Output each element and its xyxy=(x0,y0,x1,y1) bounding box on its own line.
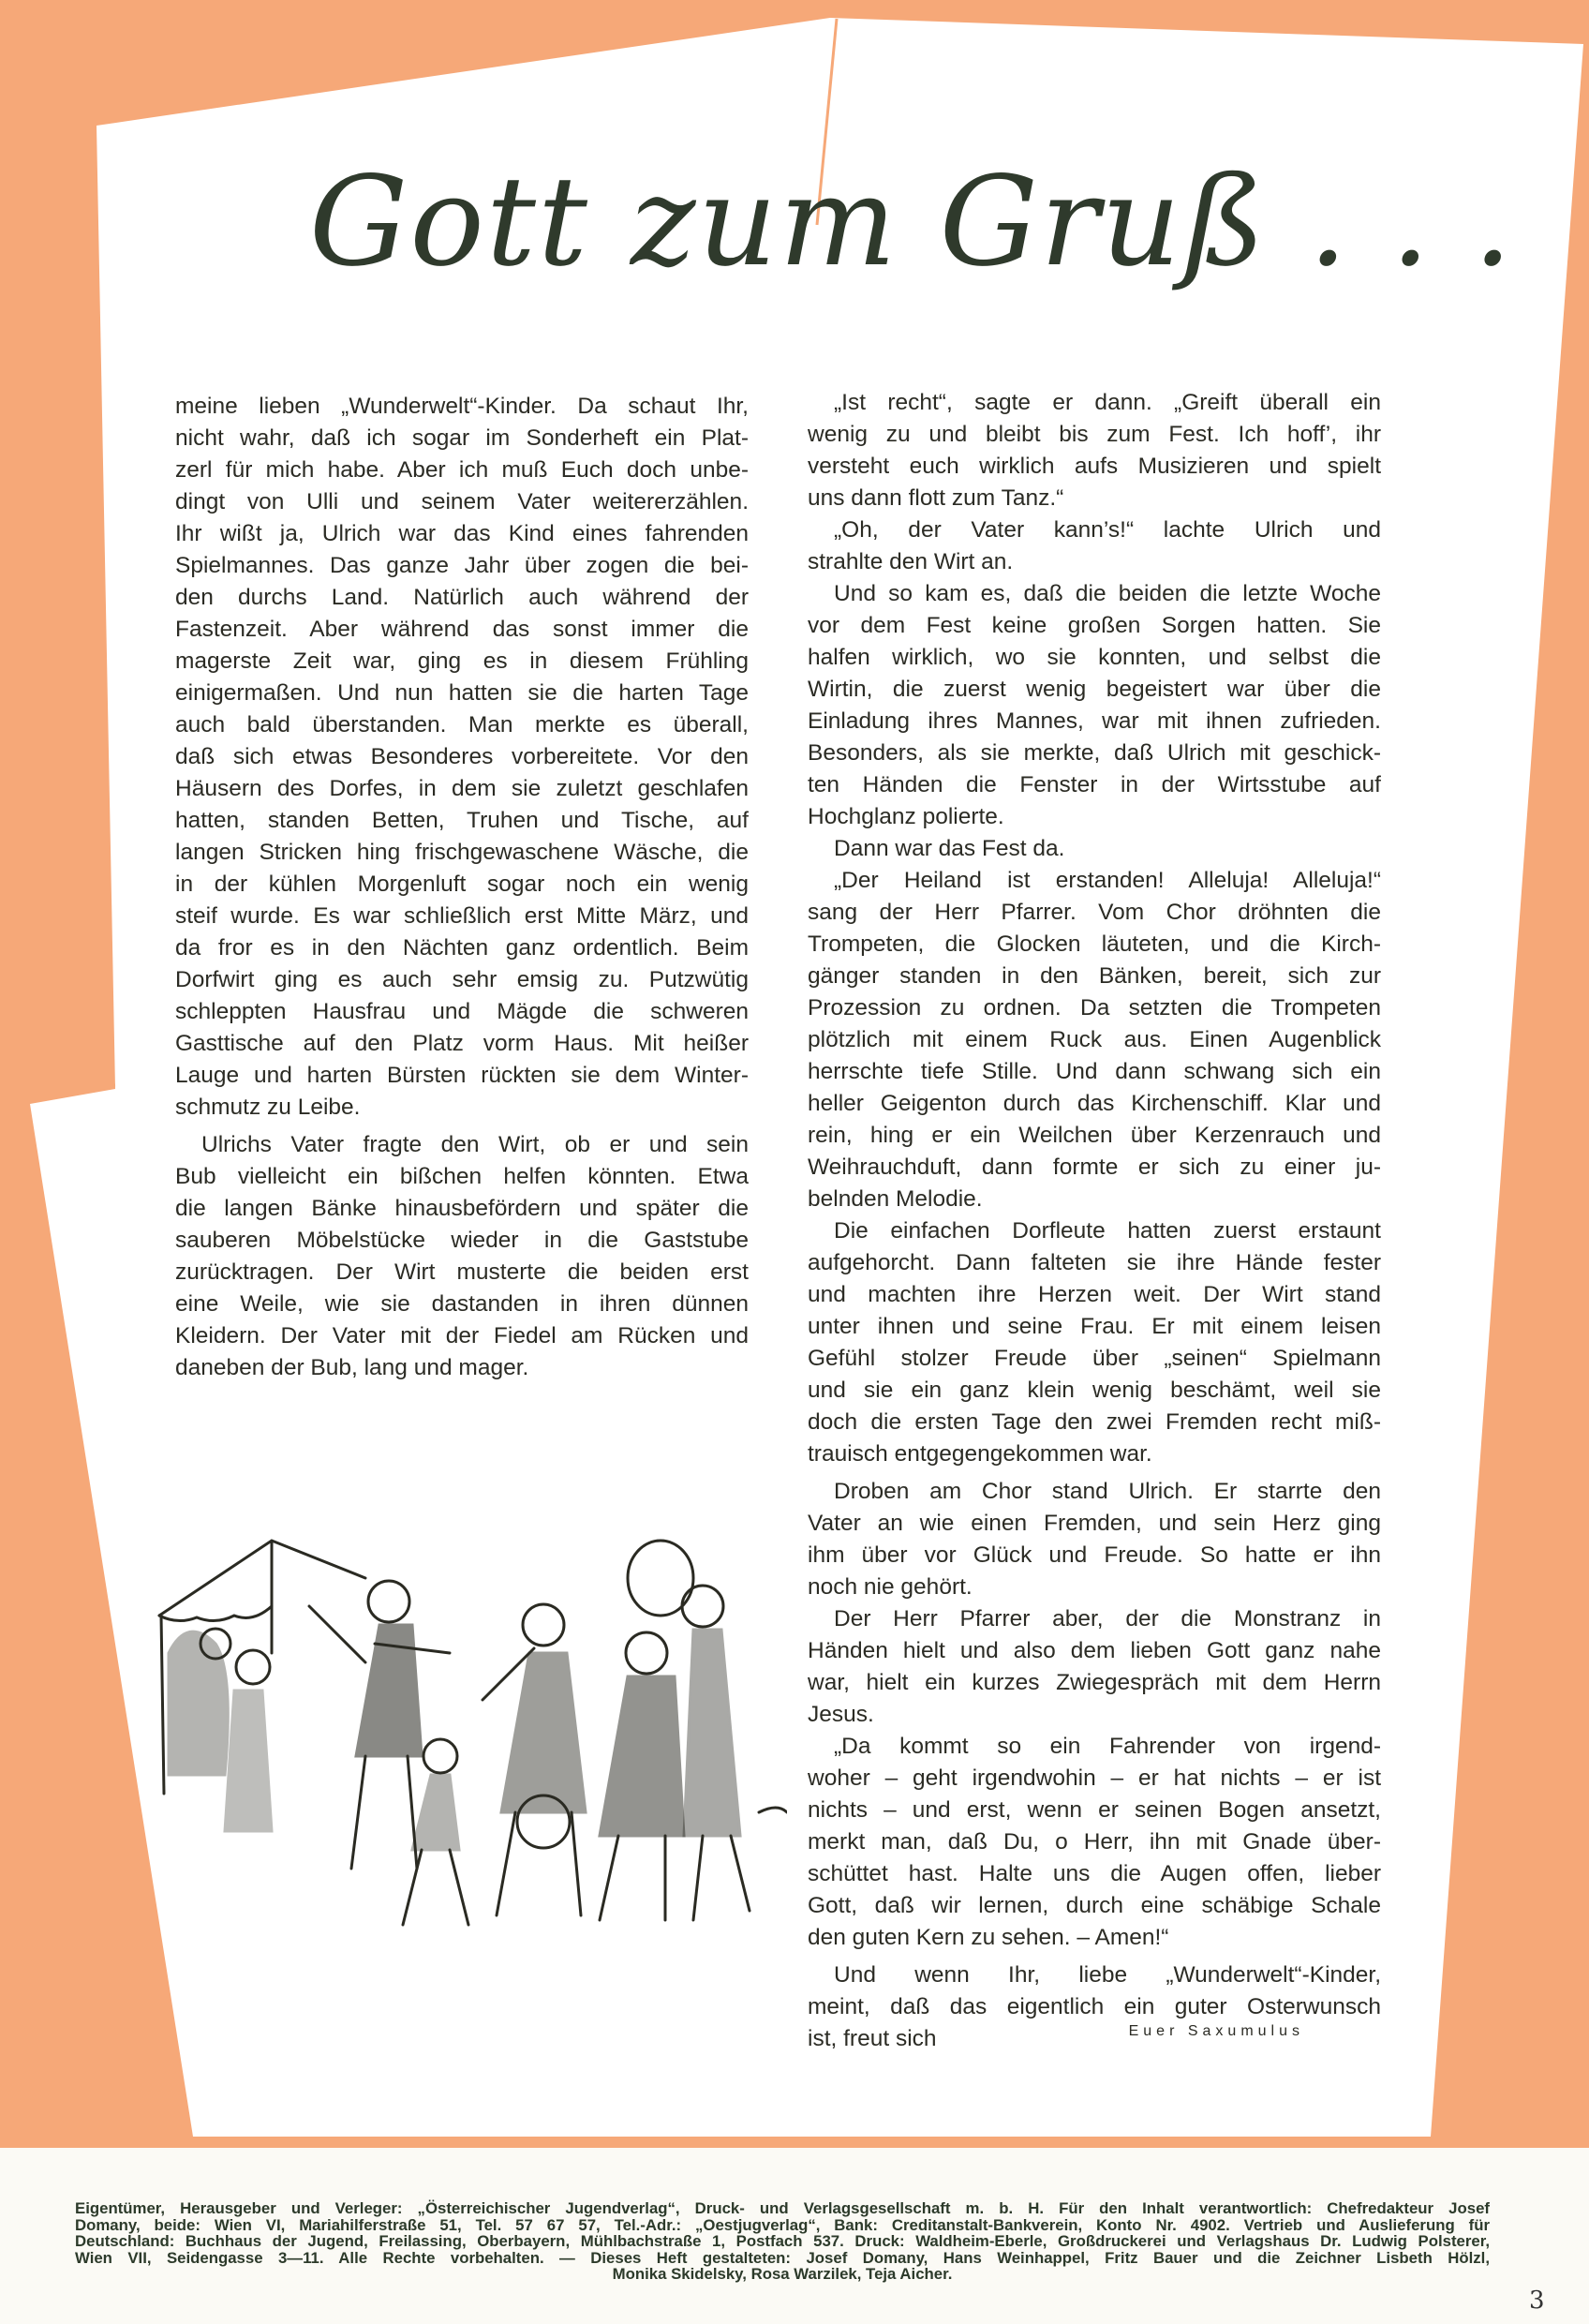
page-number: 3 xyxy=(1529,2287,1545,2315)
paragraph xyxy=(808,514,1381,578)
text-line: nichts – und erst, wenn er seinen Bogen ansetzt, xyxy=(808,1797,1381,1823)
text-line: hatten, standen Betten, Truhen und Tische, auf xyxy=(175,808,749,833)
paragraph xyxy=(808,1215,1381,1470)
text-line: eine Weile, wie sie dastanden in ihren dünnen xyxy=(175,1291,749,1317)
text-line: und machten ihre Herzen weit. Der Wirt stand xyxy=(808,1282,1381,1307)
text-line: aufgehorcht. Dann falteten sie ihre Hände fester xyxy=(808,1250,1381,1275)
text-line: sauberen Möbelstücke wieder in die Gaststube xyxy=(175,1228,749,1253)
paragraph xyxy=(808,1731,1381,1954)
text-line: und sie ein ganz klein wenig beschämt, weil sie xyxy=(808,1378,1381,1403)
paragraph xyxy=(808,1476,1381,1603)
text-line: daneben der Bub, lang und mager. xyxy=(175,1355,529,1380)
horn-player-sketch xyxy=(600,1541,787,1920)
text-line: Weihrauchduft, dann formte er sich zu einer ju- xyxy=(808,1155,1381,1180)
text-line: ihm über vor Glück und Freude. So hatte er ihn xyxy=(808,1542,1381,1568)
text-line: Gasttische auf den Platz vorm Haus. Mit heißer xyxy=(175,1031,749,1056)
text-line: doch die ersten Tage den zwei Fremden recht miß- xyxy=(808,1409,1381,1435)
text-line: Häusern des Dorfes, in dem sie zuletzt geschlafen xyxy=(175,776,749,801)
text-line: versteht euch wirklich aufs Musizieren und spielt xyxy=(808,454,1381,479)
text-line: Der Herr Pfarrer aber, der die Monstranz in xyxy=(834,1606,1381,1631)
text-line: Und wenn Ihr, liebe „Wunderwelt“-Kinder, xyxy=(834,1962,1381,1988)
imprint-footer xyxy=(75,2200,1490,2283)
text-line: meint, daß das eigentlich ein guter Osterwunsch xyxy=(808,1994,1381,2019)
text-line: zerl für mich habe. Aber ich muß Euch doch unbe- xyxy=(175,457,749,483)
text-line: dingt von Ulli und seinem Vater weitererzählen. xyxy=(175,489,749,514)
text-line: „Der Heiland ist erstanden! Alleluja! Alleluja!“ xyxy=(834,868,1381,893)
text-line: den durchs Land. Natürlich auch während der xyxy=(175,585,749,610)
text-line: Händen hielt und also dem lieben Gott ganz nahe xyxy=(808,1638,1381,1663)
text-line: herrschte tiefe Stille. Und dann schwang sich ein xyxy=(808,1059,1381,1084)
text-line: Fastenzeit. Aber während das sonst immer die xyxy=(175,617,749,642)
text-line: schleppten Hausfrau und Mägde die schweren xyxy=(175,999,749,1024)
text-line: Gefühl stolzer Freude über „seinen“ Spielmann xyxy=(808,1346,1381,1371)
text-line: ten Händen die Fenster in der Wirtsstube auf xyxy=(808,772,1381,797)
text-line: steif wurde. Es war schließlich erst Mitte März, und xyxy=(175,903,749,929)
text-line: sang der Herr Pfarrer. Vom Chor dröhnten die xyxy=(808,900,1381,925)
trumpeter-sketch xyxy=(483,1604,586,1915)
text-line: „Ist recht“, sagte er dann. „Greift überall ein xyxy=(834,390,1381,415)
text-line: Bub vielleicht ein bißchen helfen könnten. Etwa xyxy=(175,1164,749,1189)
text-line: „Oh, der Vater kann’s!“ lachte Ulrich und xyxy=(834,517,1381,543)
text-line: Vater an wie einen Fremden, und sein Herz ging xyxy=(808,1511,1381,1536)
text-line: Dorfwirt ging es auch sehr emsig zu. Putzwütig xyxy=(175,967,749,992)
text-line: wenig zu und bleibt bis zum Fest. Ich hoff’, ihr xyxy=(808,422,1381,447)
text-line: „Da kommt so ein Fahrender von irgend- xyxy=(834,1734,1381,1759)
signature: Euer Saxumulus xyxy=(1128,2023,1304,2039)
paragraph xyxy=(808,865,1381,1215)
paragraph xyxy=(808,833,1381,865)
text-line: zurücktragen. Der Wirt musterte die beiden erst xyxy=(175,1259,749,1285)
paragraph xyxy=(175,1129,749,1384)
paragraph xyxy=(808,387,1381,514)
text-line: Dann war das Fest da. xyxy=(834,836,1065,861)
text-line: Und so kam es, daß die beiden die letzte Woche xyxy=(834,581,1381,606)
text-line: halfen wirklich, wo sie konnten, und selbst die xyxy=(808,645,1381,670)
text-line: woher – geht irgendwohin – er hat nichts – er ist xyxy=(808,1765,1381,1791)
text-line: da fror es in den Nächten ganz ordentlich. Beim xyxy=(175,935,749,961)
footer-line: Wien VII, Seidengasse 3—11. Alle Rechte vorbehalten. — Dieses Heft gestalteten: Josef Domany, Hans Weinhappel, Fritz Bauer und die Zeichner Lisbeth Hölzl, xyxy=(75,2248,1490,2267)
text-line: Jesus. xyxy=(808,1702,874,1727)
text-line: war, hielt ein kurzes Zwiegespräch mit dem Herrn xyxy=(808,1670,1381,1695)
text-line: in der kühlen Morgenluft sogar noch ein wenig xyxy=(175,872,749,897)
text-line: Einladung ihres Mannes, war mit ihnen zufrieden. xyxy=(808,708,1381,734)
text-line: schmutz zu Leibe. xyxy=(175,1095,361,1120)
text-line: Spielmannes. Das ganze Jahr über zogen die bei- xyxy=(175,553,749,578)
text-line: die langen Bänke hinausbefördern und später die xyxy=(175,1196,749,1221)
paragraph xyxy=(808,1959,1381,2055)
text-line: Wirtin, die zuerst wenig begeistert war über die xyxy=(808,677,1381,702)
text-line: uns dann flott zum Tanz.“ xyxy=(808,485,1064,511)
text-line: ist, freut sich xyxy=(808,2026,937,2051)
text-line: Gott, daß wir lernen, durch eine schäbige Schale xyxy=(808,1893,1381,1918)
text-line: Ihr wißt ja, Ulrich war das Kind eines fahrenden xyxy=(175,521,749,546)
paragraph xyxy=(808,578,1381,833)
text-line: nicht wahr, daß ich sogar im Sonderheft ein Plat- xyxy=(175,425,749,451)
text-line: Hochglanz polierte. xyxy=(808,804,1004,829)
text-line: schüttet hast. Halte uns die Augen offen, lieber xyxy=(808,1861,1381,1886)
text-line: belnden Melodie. xyxy=(808,1186,983,1212)
text-line: Besonders, als sie merkte, daß Ulrich mit geschick- xyxy=(808,740,1381,766)
right-text-column xyxy=(808,387,1381,2055)
footer-line: Deutschland: Buchhaus der Jugend, Freilassing, Oberbayern, Mühlbachstraße 1, Postfach 537. Druck: Waldheim-Eberle, Großdruckerei und Verlagshaus Dr. Ludwig Polsterer, xyxy=(75,2232,1490,2250)
text-line: heller Geigenton durch das Kirchenschiff. Klar und xyxy=(808,1091,1381,1116)
footer-line: Domany, beide: Wien VI, Mariahilferstraße 51, Tel. 57 67 57, Tel.-Adr.: „Oestjugverlag“, Bank: Creditanstalt-Bankverein, Konto Nr. 4902. Vertrieb und Auslieferung für xyxy=(75,2215,1490,2234)
text-line: merkt man, daß Du, o Herr, ihn mit Gnade über- xyxy=(808,1829,1381,1855)
text-line: Droben am Chor stand Ulrich. Er starrte den xyxy=(834,1479,1381,1504)
canopy-sketch xyxy=(159,1541,365,1831)
procession-illustration xyxy=(141,1512,787,1944)
text-line: daß sich etwas Besonderes vorbereitete. Vor den xyxy=(175,744,749,769)
paragraph xyxy=(175,391,749,1124)
text-line: Die einfachen Dorfleute hatten zuerst erstaunt xyxy=(834,1218,1381,1244)
paragraph xyxy=(808,1603,1381,1731)
text-line: Ulrichs Vater fragte den Wirt, ob er und sein xyxy=(201,1132,749,1157)
text-line: langen Stricken hing frischgewaschene Wäsche, die xyxy=(175,840,749,865)
text-line: strahlte den Wirt an. xyxy=(808,549,1014,574)
text-line: Prozession zu ordnen. Da setzten die Trompeten xyxy=(808,995,1381,1020)
footer-line: Monika Skidelsky, Rosa Warzilek, Teja Aicher. xyxy=(612,2265,953,2283)
text-line: Lauge und harten Bürsten rückten sie dem Winter- xyxy=(175,1063,749,1088)
text-line: rein, hing er ein Weilchen über Kerzenrauch und xyxy=(808,1123,1381,1148)
text-line: vor dem Fest keine großen Sorgen hatten. Sie xyxy=(808,613,1381,638)
text-line: Kleidern. Der Vater mit der Fiedel am Rücken und xyxy=(175,1323,749,1348)
left-text-column xyxy=(175,391,749,1384)
text-line: unter ihnen und seine Frau. Er mit einem leisen xyxy=(808,1314,1381,1339)
text-line: noch nie gehört. xyxy=(808,1574,973,1600)
text-line: auch bald überstanden. Man merkte es überall, xyxy=(175,712,749,737)
text-line: magerste Zeit war, ging es in diesem Frühling xyxy=(175,648,749,674)
footer-line: Eigentümer, Herausgeber und Verleger: „Österreichischer Jugendverlag“, Druck- und Verlagsgesellschaft m. b. H. Für den Inhalt verantwortlich: Chefredakteur Josef xyxy=(75,2199,1490,2217)
text-line: trauisch entgegengekommen war. xyxy=(808,1441,1152,1467)
text-line: einigermaßen. Und nun hatten sie die harten Tage xyxy=(175,680,749,706)
text-line: den guten Kern zu sehen. – Amen!“ xyxy=(808,1925,1169,1950)
text-line: meine lieben „Wunderwelt“-Kinder. Da schaut Ihr, xyxy=(175,394,749,419)
text-line: plötzlich mit einem Ruck aus. Einen Augenblick xyxy=(808,1027,1381,1052)
text-line: gänger standen in den Bänken, bereit, sich zur xyxy=(808,963,1381,989)
page-title: Gott zum Gruß . . . xyxy=(309,150,1515,294)
text-line: Trompeten, die Glocken läuteten, und die Kirch- xyxy=(808,931,1381,957)
